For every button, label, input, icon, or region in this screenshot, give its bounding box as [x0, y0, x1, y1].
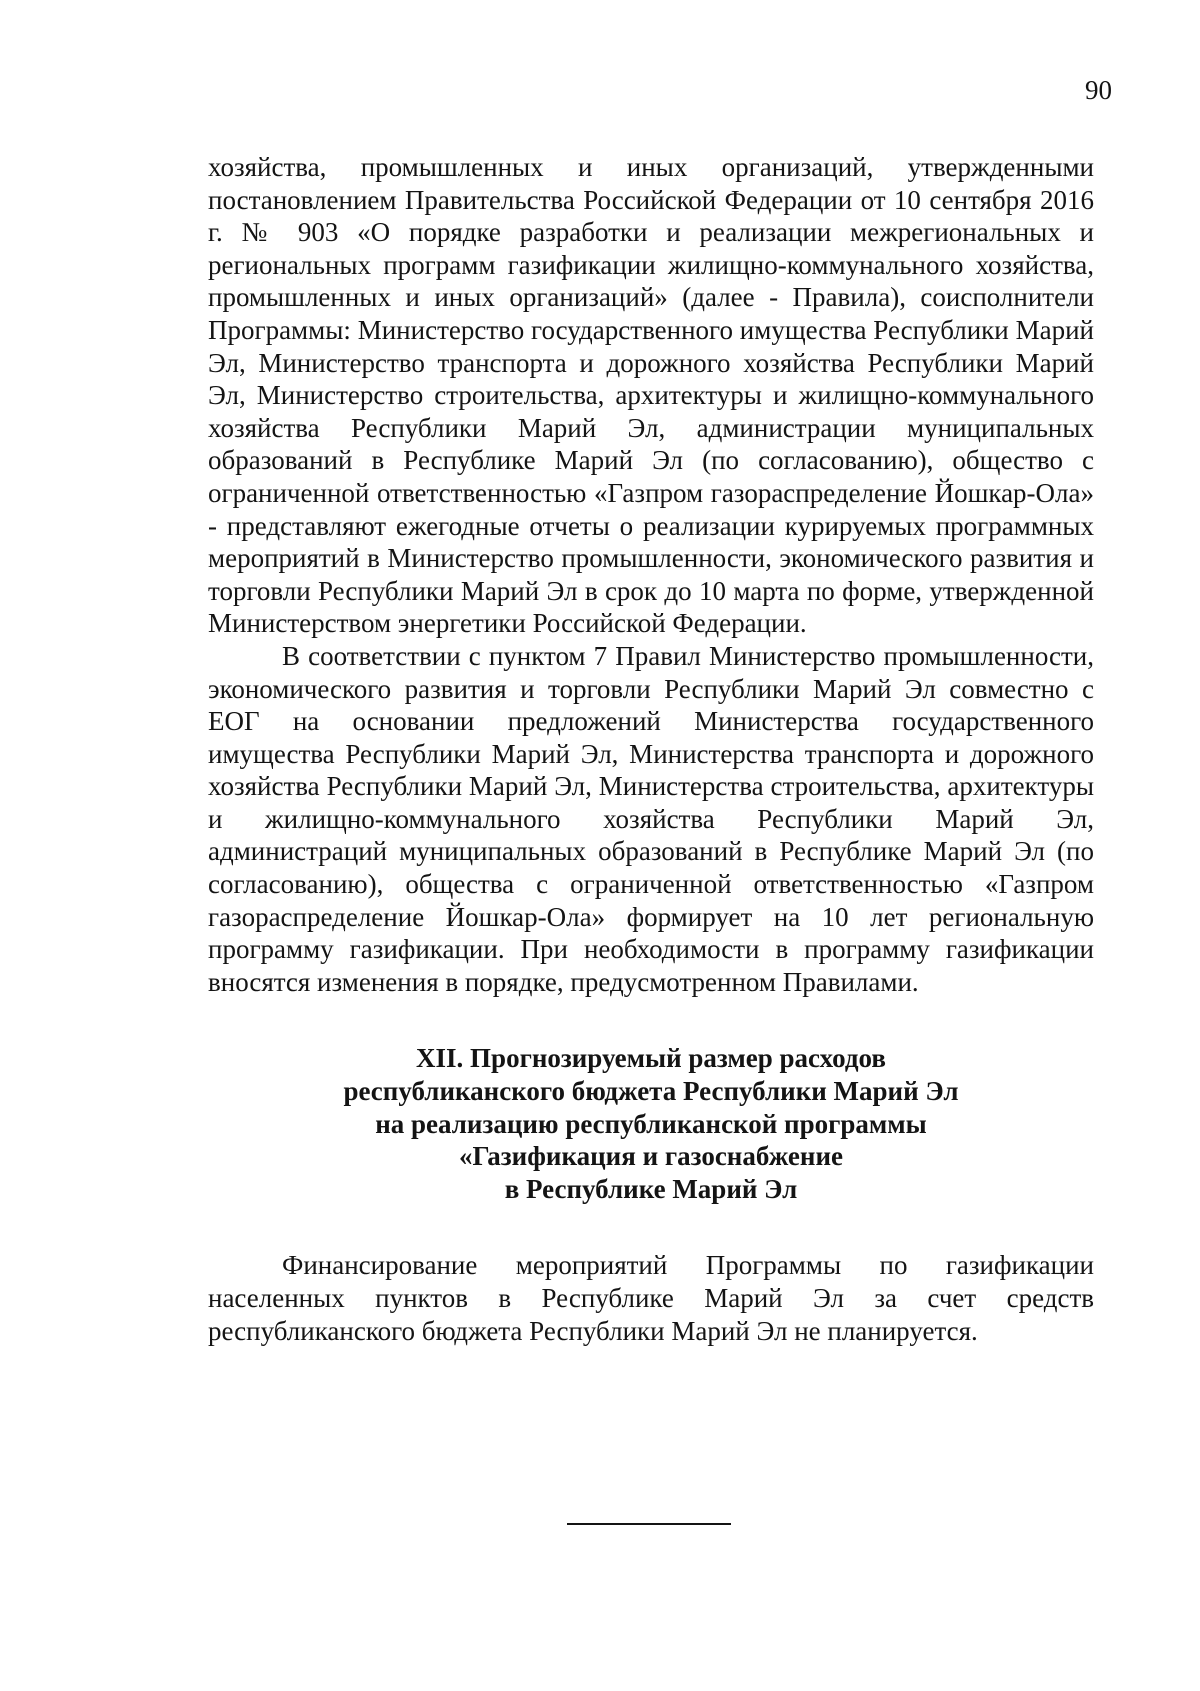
section-heading [208, 1042, 1094, 1205]
section-heading-line: «Газификация и газоснабжение [459, 1141, 843, 1172]
section-heading-line: XII. Прогнозируемый размер расходов [416, 1043, 886, 1074]
section-heading-line: в Республике Марий Эл [504, 1173, 798, 1204]
page-number: 90 [1085, 75, 1112, 105]
document-body [208, 151, 1094, 1347]
end-divider [567, 1523, 731, 1525]
section-heading-line: на реализацию республиканской программы [375, 1108, 927, 1139]
section-heading-line: республиканского бюджета Республики Марий Эл [343, 1076, 959, 1107]
paragraph-financing: Финансирование мероприятий Программы по газификации населенных пунктов в Республике Марий Эл за счет средств республиканского бюджета Республики Марий Эл не планируется. [208, 1250, 1094, 1346]
paragraph-rule-7: В соответствии с пунктом 7 Правил Министерство промышленности, экономического развития и торговли Республики Марий Эл совместно с ЕОГ на основании предложений Министерства государственного имущества Республики Марий Эл, Министерства транспорта и дорожного хозяйства Республики Марий Эл, Министерства строительства, архитектуры и жилищно-коммунального хозяйства Республики Марий Эл, администраций муниципальных образований в Республике Марий Эл (по согласованию), общества с ограниченной ответственностью «Газпром газораспределение Йошкар-Ола» формирует на 10 лет региональную программу газификации. При необходимости в программу газификации вносятся изменения в порядке, предусмотренном Правилами. [208, 640, 1094, 997]
paragraph-continuation: хозяйства, промышленных и иных организаций, утвержденными постановлением Правительства Российской Федерации от 10 сентября 2016 г. № 903 «О порядке разработки и реализации межрегиональных и региональных программ газификации жилищно-коммунального хозяйства, промышленных и иных организаций» (далее - Правила), соисполнители Программы: Министерство государственного имущества Республики Марий Эл, Министерство транспорта и дорожного хозяйства Республики Марий Эл, Министерство строительства, архитектуры и жилищно-коммунального хозяйства Республики Марий Эл, администрации муниципальных образований в Республике Марий Эл (по согласованию), общество с ограниченной ответственностью «Газпром газораспределение Йошкар-Ола» - представляют ежегодные отчеты о реализации курируемых программных мероприятий в Министерство промышленности, экономического развития и торговли Республики Марий Эл в срок до 10 марта по форме, утвержденной Министерством энергетики Российской Федерации. [208, 152, 1094, 639]
